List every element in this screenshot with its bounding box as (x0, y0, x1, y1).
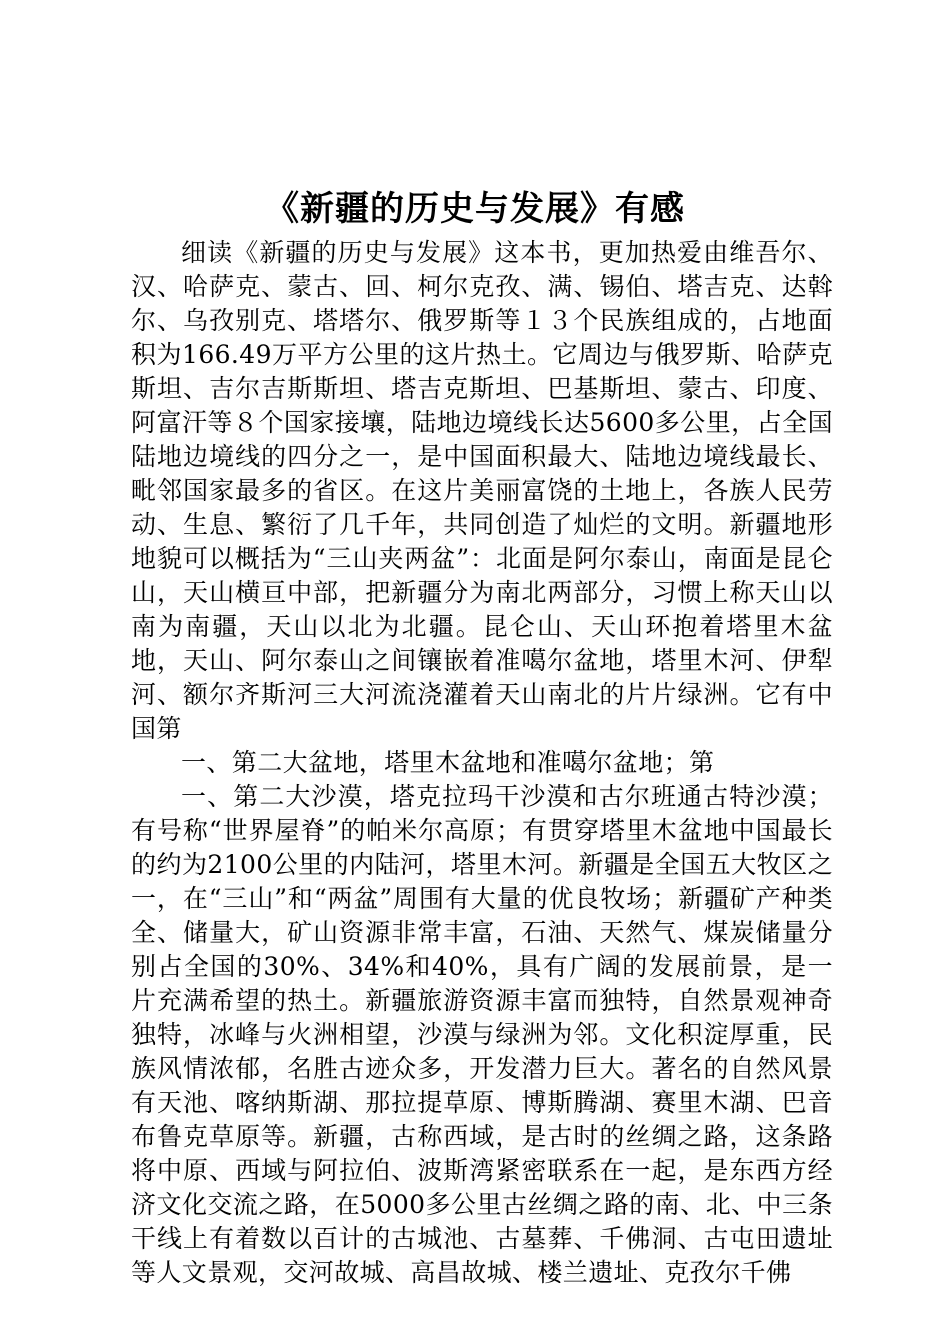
paragraph-3: 一、第二大沙漠，塔克拉玛干沙漠和古尔班通古特沙漠；有号称“世界屋脊”的帕米尔高原；有贯穿塔里木盆地中国最长的约为2100公里的内陆河，塔里木河。新疆是全国五大牧区之一，在“三山”和“两盆”周围有大量的优良牧场；新疆矿产种类全、储量大，矿山资源非常丰富，石油、天然气、煤炭储量分别占全国的30%、34%和40%，具有广阔的发展前景，是一片充满希望的热土。新疆旅游资源丰富而独特，自然景观神奇独特，冰峰与火洲相望，沙漠与绿洲为邻。文化积淀厚重，民族风情浓郁，名胜古迹众多，开发潜力巨大。著名的自然风景有天池、喀纳斯湖、那拉提草原、博斯腾湖、赛里木湖、巴音布鲁克草原等。新疆，古称西域，是古时的丝绸之路，这条路将中原、西域与阿拉伯、波斯湾紧密联系在一起，是东西方经济文化交流之路，在5000多公里古丝绸之路的南、北、中三条干线上有着数以百计的古城池、古墓葬、千佛洞、古屯田遗址等人文景观，交河故城、高昌故城、楼兰遗址、克孜尔千佛 (131, 782, 833, 1287)
paragraph-2: 一、第二大盆地，塔里木盆地和准噶尔盆地；第 (181, 748, 715, 777)
paragraph-1: 细读《新疆的历史与发展》这本书，更加热爱由维吾尔、汉、哈萨克、蒙古、回、柯尔克孜、满、锡伯、塔吉克、达斡尔、乌孜别克、塔塔尔、俄罗斯等１３个民族组成的，占地面积为166.49万平方公里的这片热土。它周边与俄罗斯、哈萨克斯坦、吉尔吉斯斯坦、塔吉克斯坦、巴基斯坦、蒙古、印度、阿富汗等８个国家接壤，陆地边境线长达5600多公里，占全国陆地边境线的四分之一，是中国面积最大、陆地边境线最长、毗邻国家最多的省区。在这片美丽富饶的土地上，各族人民劳动、生息、繁衍了几千年，共同创造了灿烂的文明。新疆地形地貌可以概括为“三山夹两盆”：北面是阿尔泰山，南面是昆仑山，天山横亘中部，把新疆分为南北两部分，习惯上称天山以南为南疆，天山以北为北疆。昆仑山、天山环抱着塔里木盆地，天山、阿尔泰山之间镶嵌着准噶尔盆地，塔里木河、伊犁河、额尔齐斯河三大河流浇灌着天山南北的片片绿洲。它有中国第 (131, 238, 833, 743)
document-title: 《新疆的历史与发展》有感 (265, 189, 685, 229)
document-body (131, 236, 833, 1290)
